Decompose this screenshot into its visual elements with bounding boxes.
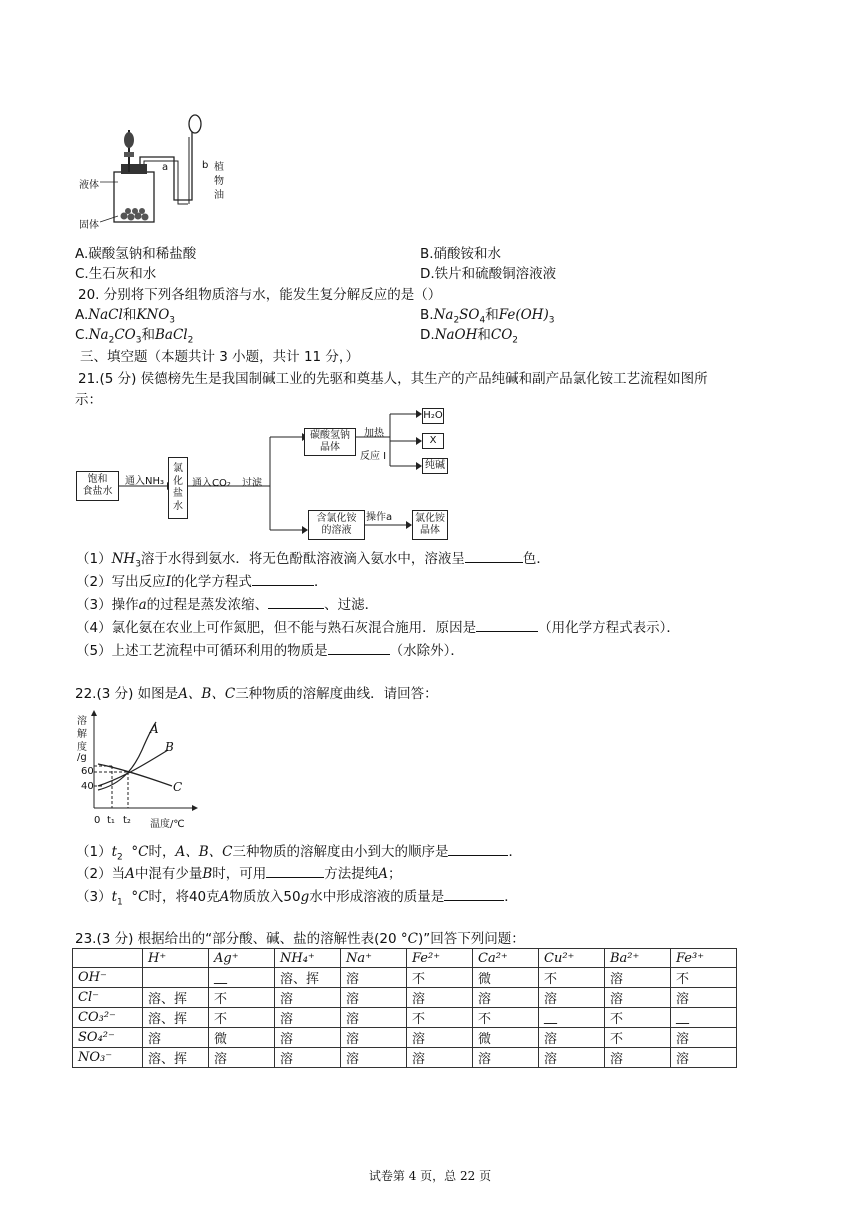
q21-p1-pre: （1） xyxy=(76,551,112,567)
q20-c-formula1a: Na xyxy=(88,327,109,343)
q22-p3-a: A xyxy=(219,889,230,905)
q21-p3-end: 、过滤． xyxy=(324,597,379,613)
q22-p2-after: 方法提纯 xyxy=(324,866,379,882)
table-header-cell: Fe²⁺ xyxy=(407,949,473,968)
q22-p1-pre: （1） xyxy=(76,844,112,860)
solubility-table xyxy=(72,948,737,1068)
table-header-cell: Na⁺ xyxy=(341,949,407,968)
q20-c-sub1: 2 xyxy=(108,335,115,346)
table-cell: 不 xyxy=(473,1008,539,1028)
q21-p1-text: 溶于水得到氨水．将无色酚酞溶液滴入氨水中，溶液呈 xyxy=(140,551,465,567)
q20-d-sub: 2 xyxy=(512,335,519,346)
q23-stem-unit: °C xyxy=(400,931,418,947)
q22-p1-mid: 时， xyxy=(148,844,176,860)
table-cell: 溶 xyxy=(341,1028,407,1048)
q19-option-a: A.碳酸氢钠和稀盐酸 xyxy=(75,246,197,262)
flow-box-nh4cl-crystal xyxy=(412,510,448,540)
q21-p1-end: 色． xyxy=(522,551,550,567)
q20-b-and: 和 xyxy=(485,307,499,323)
q21-stem-line1: 21.(5 分) 侯德榜先生是我国制碱工业的先驱和奠基人，其生产的产品纯碱和副产品氯化铵工艺流程如图所 xyxy=(78,371,708,387)
q21-p5-blank[interactable] xyxy=(328,640,390,655)
table-header-cell: Ag⁺ xyxy=(209,949,275,968)
q22-p1-abc: A、B、C xyxy=(175,844,233,860)
table-cell: 不 xyxy=(605,1008,671,1028)
q20-d-formula1: NaOH xyxy=(434,327,478,343)
table-cell: 溶 xyxy=(605,968,671,988)
q22-p2-b: B xyxy=(202,866,213,882)
q22-p2-a2: A xyxy=(378,866,389,882)
q22-p3-m2: 物质放入50 xyxy=(229,889,301,905)
flow-box-h2o xyxy=(422,408,444,424)
q20-c-prefix: C. xyxy=(75,327,89,343)
chart-xlabel: 温度/℃ xyxy=(150,819,185,830)
flow-nahco3-2: 晶体 xyxy=(320,442,340,453)
q20-b-sub3: 3 xyxy=(548,315,555,326)
q21-p1-blank[interactable] xyxy=(465,548,523,563)
table-cell: 溶 xyxy=(341,1048,407,1068)
q23-stem xyxy=(75,927,525,947)
table-row-ion: SO₄²⁻ xyxy=(73,1028,143,1048)
table-cell: 不 xyxy=(209,988,275,1008)
table-row xyxy=(73,1028,737,1048)
flow-box-nahco3 xyxy=(304,428,356,456)
table-cell xyxy=(143,968,209,988)
table-row xyxy=(73,968,737,988)
apparatus-label-oil-3: 油 xyxy=(214,190,224,201)
q22-part1 xyxy=(76,840,522,863)
chart-ylabel-2: 解 xyxy=(77,729,87,740)
table-row-ion: Cl⁻ xyxy=(73,988,143,1008)
flow-label-filter: 过滤 xyxy=(242,478,262,489)
table-cell: 微 xyxy=(209,1028,275,1048)
q19-option-b: B.硝酸铵和水 xyxy=(420,246,502,262)
flow-crys-1: 氯化铵 xyxy=(415,512,445,524)
q19-option-d: D.铁片和硫酸铜溶液液 xyxy=(420,266,557,282)
page-footer: 试卷第 4 页，总 22 页 xyxy=(368,1169,492,1183)
flow-box-soda xyxy=(422,458,448,474)
table-cell: 溶 xyxy=(407,988,473,1008)
table-cell: __ xyxy=(671,1008,737,1028)
q22-p3-post: 水中形成溶液的质量是 xyxy=(309,889,445,905)
q21-p5-end: （水除外）． xyxy=(389,643,464,659)
table-cell: 溶 xyxy=(407,1048,473,1068)
table-cell: 不 xyxy=(605,1028,671,1048)
flow-nahco3-1: 碳酸氢钠 xyxy=(310,429,350,441)
q21-part2 xyxy=(76,570,327,590)
q21-p2-italic: I xyxy=(165,574,171,590)
flow-label-nh3: 通入NH₃ xyxy=(125,476,165,487)
table-cell: 溶 xyxy=(341,988,407,1008)
q22-p1-unit: °C xyxy=(131,844,149,860)
table-cell: 不 xyxy=(539,968,605,988)
table-cell: 溶 xyxy=(671,1048,737,1068)
q22-p2-end: ； xyxy=(388,866,402,882)
q22-part3 xyxy=(76,885,518,908)
q22-stem-pre: 22.(3 分) 如图是 xyxy=(75,686,179,702)
apparatus-label-solid: 固体 xyxy=(79,220,99,231)
flow-h2o: H₂O xyxy=(423,409,443,421)
q20-b-sub2: 4 xyxy=(479,315,486,326)
chart-ylabel-1: 溶 xyxy=(77,716,87,727)
q21-p2-end: ． xyxy=(313,574,328,590)
q20-stem: 20. 分别将下列各组物质溶与水，能发生复分解反应的是（） xyxy=(78,287,442,303)
q20-c-formula1b: CO xyxy=(114,327,136,343)
q19-option-c: C.生石灰和水 xyxy=(75,266,157,282)
table-cell: 溶 xyxy=(605,1048,671,1068)
table-cell: 不 xyxy=(407,968,473,988)
table-header-row xyxy=(73,949,737,968)
section-3-heading: 三、填空题（本题共计 3 小题，共计 11 分，） xyxy=(80,349,360,365)
flow-salt-1: 氯 xyxy=(173,463,183,474)
table-cell: 溶 xyxy=(341,968,407,988)
chart-ylabel-3: 度 xyxy=(77,742,87,753)
table-cell: 溶 xyxy=(275,1028,341,1048)
table-row xyxy=(73,1008,737,1028)
flow-box-brine xyxy=(76,471,119,501)
q22-p3-mid: 时，将40克 xyxy=(148,889,220,905)
flow-salt-2: 化 xyxy=(173,475,183,487)
table-cell: 溶 xyxy=(407,1028,473,1048)
q20-b-formula1b: SO xyxy=(459,307,480,323)
q21-stem-line2: 示： xyxy=(75,392,102,408)
q20-a-formula2: KNO xyxy=(136,307,170,323)
q22-p1-sub: 2 xyxy=(117,852,123,863)
table-cell: __ xyxy=(539,1008,605,1028)
q20-a-and: 和 xyxy=(122,307,137,323)
q21-part4 xyxy=(76,616,680,636)
q20-d-and: 和 xyxy=(477,327,491,343)
flow-x: X xyxy=(429,434,437,446)
q21-p2-post: 的化学方程式 xyxy=(170,574,252,590)
table-header-cell: H⁺ xyxy=(143,949,209,968)
table-cell: 溶 xyxy=(143,1028,209,1048)
apparatus-label-liquid: 液体 xyxy=(79,180,99,191)
table-header-cell: Ba²⁺ xyxy=(605,949,671,968)
q21-p2-text: （2）写出反应 xyxy=(76,574,166,590)
curve-c xyxy=(98,764,172,786)
q21-p4-end: （用化学方程式表示）． xyxy=(538,620,680,636)
flow-sol-2: 的溶液 xyxy=(321,525,352,536)
q22-p1-end: ． xyxy=(508,844,522,860)
table-cell: 溶 xyxy=(671,988,737,1008)
q20-a-formula1: NaCl xyxy=(88,307,123,323)
q22-p2-pre: （2）当 xyxy=(76,866,126,882)
table-cell: 溶 xyxy=(275,1048,341,1068)
table-cell: 溶 xyxy=(473,988,539,1008)
table-cell: 不 xyxy=(209,1008,275,1028)
flow-salt-3: 盐 xyxy=(173,488,183,499)
q21-p4-blank[interactable] xyxy=(476,617,538,632)
flow-label-co2: 通入CO₂ xyxy=(192,478,231,489)
table-cell: 溶 xyxy=(473,1048,539,1068)
solubility-curve-chart xyxy=(72,708,202,820)
q22-part2 xyxy=(76,862,402,882)
q21-part1 xyxy=(76,547,550,570)
flow-crys-2: 晶体 xyxy=(420,525,440,536)
q23-stem-pre: 23.(3 分) 根据给出的“部分酸、碱、盐的溶解性表(20 xyxy=(75,931,401,947)
table-cell: 溶 xyxy=(539,988,605,1008)
curve-a xyxy=(98,722,156,790)
table-cell: 不 xyxy=(671,968,737,988)
q22-p2-a: A xyxy=(125,866,135,882)
table-row-ion: CO₃²⁻ xyxy=(73,1008,143,1028)
q22-p2-blank[interactable] xyxy=(266,863,324,878)
curve-label-a: A xyxy=(150,722,159,736)
table-cell: 溶 xyxy=(341,1008,407,1028)
flow-soda: 纯碱 xyxy=(425,459,445,471)
table-cell: __ xyxy=(209,968,275,988)
table-cell: 溶 xyxy=(539,1028,605,1048)
q20-a-prefix: A. xyxy=(75,307,89,323)
table-cell: 溶 xyxy=(209,1048,275,1068)
table-cell: 溶、挥 xyxy=(143,1048,209,1068)
table-cell: 溶 xyxy=(605,988,671,1008)
q21-p2-blank[interactable] xyxy=(252,571,314,586)
q20-b-prefix: B. xyxy=(420,307,434,323)
apparatus-label-oil-2: 物 xyxy=(214,176,224,187)
q22-p3-t: t xyxy=(111,889,118,905)
flow-label-op-a: 操作a xyxy=(366,512,393,523)
chart-tick-60: 60 xyxy=(81,766,94,777)
q20-a-sub: 3 xyxy=(169,315,176,326)
q22-p1-t: t xyxy=(111,844,118,860)
q22-p1-blank[interactable] xyxy=(448,841,508,856)
flow-box-nh4cl-water xyxy=(168,457,188,519)
q20-b-formula2: Fe(OH) xyxy=(498,307,549,323)
curve-label-b: B xyxy=(165,740,174,754)
table-row-ion: NO₃⁻ xyxy=(73,1048,143,1068)
q23-stem-post: )”回答下列问题： xyxy=(418,931,525,947)
chart-tick-40: 40 xyxy=(81,781,94,792)
flow-box-x xyxy=(422,433,444,449)
table-row xyxy=(73,988,737,1008)
table-cell: 不 xyxy=(407,1008,473,1028)
q22-p3-unit: °C xyxy=(131,889,149,905)
table-row xyxy=(73,1048,737,1068)
q22-p3-pre: （3） xyxy=(76,889,112,905)
q22-p3-blank[interactable] xyxy=(444,886,504,901)
q22-p3-end: ． xyxy=(504,889,518,905)
flow-sol-1: 含氯化铵 xyxy=(316,512,357,524)
flow-label-heat: 加热 xyxy=(364,428,384,439)
q20-b-formula1a: Na xyxy=(433,307,454,323)
q21-part5 xyxy=(76,639,464,659)
q22-p1-post: 三种物质的溶解度由小到大的顺序是 xyxy=(232,844,449,860)
q21-p3-blank[interactable] xyxy=(268,594,324,609)
q21-p4-text: （4）氯化氨在农业上可作氮肥，但不能与熟石灰混合施用．原因是 xyxy=(76,620,477,636)
table-header-cell: Fe³⁺ xyxy=(671,949,737,968)
q22-stem xyxy=(75,682,438,702)
table-cell: 溶 xyxy=(275,1008,341,1028)
table-cell: 溶、挥 xyxy=(275,968,341,988)
q21-p3-pre: （3）操作 xyxy=(76,597,139,613)
table-header-cell: Ca²⁺ xyxy=(473,949,539,968)
apparatus-label-a: a xyxy=(162,162,169,173)
apparatus-label-oil-1: 植 xyxy=(214,162,224,173)
curve-label-c: C xyxy=(173,780,183,794)
flow-label-reaction: 反应 I xyxy=(360,451,387,462)
chart-tick-t1: t₁ xyxy=(107,815,115,826)
table-cell: 微 xyxy=(473,968,539,988)
table-cell: 溶、挥 xyxy=(143,1008,209,1028)
table-cell: 溶 xyxy=(275,988,341,1008)
table-row-ion: OH⁻ xyxy=(73,968,143,988)
table-cell: 溶 xyxy=(539,1048,605,1068)
q21-p1-formula: NH xyxy=(111,551,136,567)
q20-c-formula2: BaCl xyxy=(154,327,188,343)
q21-p1-sub: 3 xyxy=(135,559,141,570)
q22-stem-post: 三种物质的溶解度曲线．请回答： xyxy=(235,686,438,702)
flow-salt-4: 水 xyxy=(173,500,183,512)
table-header-cell xyxy=(73,949,143,968)
q20-d-formula2: CO xyxy=(490,327,513,343)
q21-p3-post: 的过程是蒸发浓缩、 xyxy=(146,597,269,613)
chart-origin: 0 xyxy=(94,815,101,826)
q22-p3-sub: 1 xyxy=(117,897,123,908)
q22-p2-post: 时，可用 xyxy=(212,866,267,882)
q20-d-prefix: D. xyxy=(420,327,435,343)
q22-stem-abc: A、B、C xyxy=(178,686,236,702)
table-cell: 溶 xyxy=(671,1028,737,1048)
table-header-cell: NH₄⁺ xyxy=(275,949,341,968)
q20-c-and: 和 xyxy=(141,327,155,343)
q21-p5-text: （5）上述工艺流程中可循环利用的物质是 xyxy=(76,643,328,659)
flow-brine-line1: 饱和 xyxy=(87,473,108,485)
q21-p3-italic: a xyxy=(138,597,147,613)
chart-tick-t2: t₂ xyxy=(123,815,131,826)
q21-part3 xyxy=(76,593,378,613)
apparatus-label-b: b xyxy=(202,160,209,171)
table-header-cell: Cu²⁺ xyxy=(539,949,605,968)
q20-c-sub2: 3 xyxy=(135,335,142,346)
q22-p3-g: g xyxy=(300,889,310,905)
flow-brine-line2: 食盐水 xyxy=(82,486,113,497)
q22-p2-mid: 中混有少量 xyxy=(134,866,203,882)
chart-ylabel-4: /g xyxy=(77,752,87,763)
q20-b-sub1: 2 xyxy=(453,315,460,326)
table-cell: 溶、挥 xyxy=(143,988,209,1008)
flow-box-nh4cl-solution xyxy=(308,510,365,540)
table-cell: 微 xyxy=(473,1028,539,1048)
q20-c-sub3: 2 xyxy=(187,335,194,346)
